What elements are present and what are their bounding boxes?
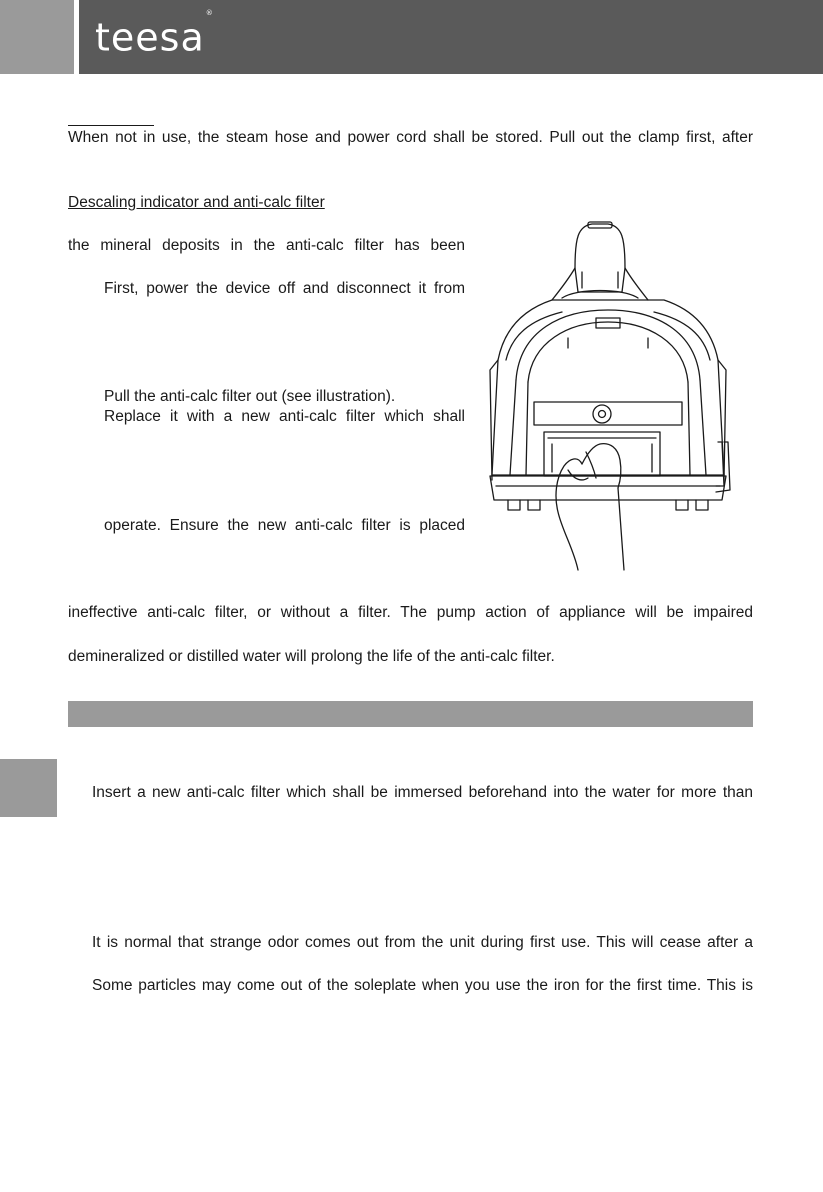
odor-line: It is normal that strange odor comes out from the unit during first use. This will cease after a [92, 934, 753, 951]
step-pull-out: Pull the anti-calc filter out (see illustration). [104, 388, 396, 405]
descaling-heading: Descaling indicator and anti-calc filter [68, 194, 325, 211]
header-left-block [0, 0, 74, 74]
section-heading-bar [68, 701, 753, 727]
step-replace: Replace it with a new anti-calc filter which shall [104, 408, 465, 425]
brand-registered-mark: ® [205, 9, 214, 17]
ineffective-filter-line: ineffective anti-calc filter, or without a filter. The pump action of appliance will be impaired [68, 604, 753, 621]
demineralized-line: demineralized or distilled water will prolong the life of the anti-calc filter. [68, 648, 555, 665]
deposits-line: the mineral deposits in the anti-calc filter has been [68, 237, 465, 254]
particles-line: Some particles may come out of the soleplate when you use the iron for the first time. This is [92, 977, 753, 994]
step-power-off: First, power the device off and disconnect it from [104, 280, 465, 297]
side-language-tab [0, 759, 57, 817]
brand-logo [95, 9, 214, 60]
step-operate: operate. Ensure the new anti-calc filter is placed [104, 517, 465, 534]
insert-filter-line: Insert a new anti-calc filter which shall be immersed beforehand into the water for more than [92, 784, 753, 801]
steam-station-filter-removal-illustration [482, 220, 734, 572]
heading-rule [68, 125, 154, 126]
brand-name: teesa [95, 15, 205, 60]
storage-paragraph-line: When not in use, the steam hose and power cord shall be stored. Pull out the clamp first, after [68, 129, 753, 146]
